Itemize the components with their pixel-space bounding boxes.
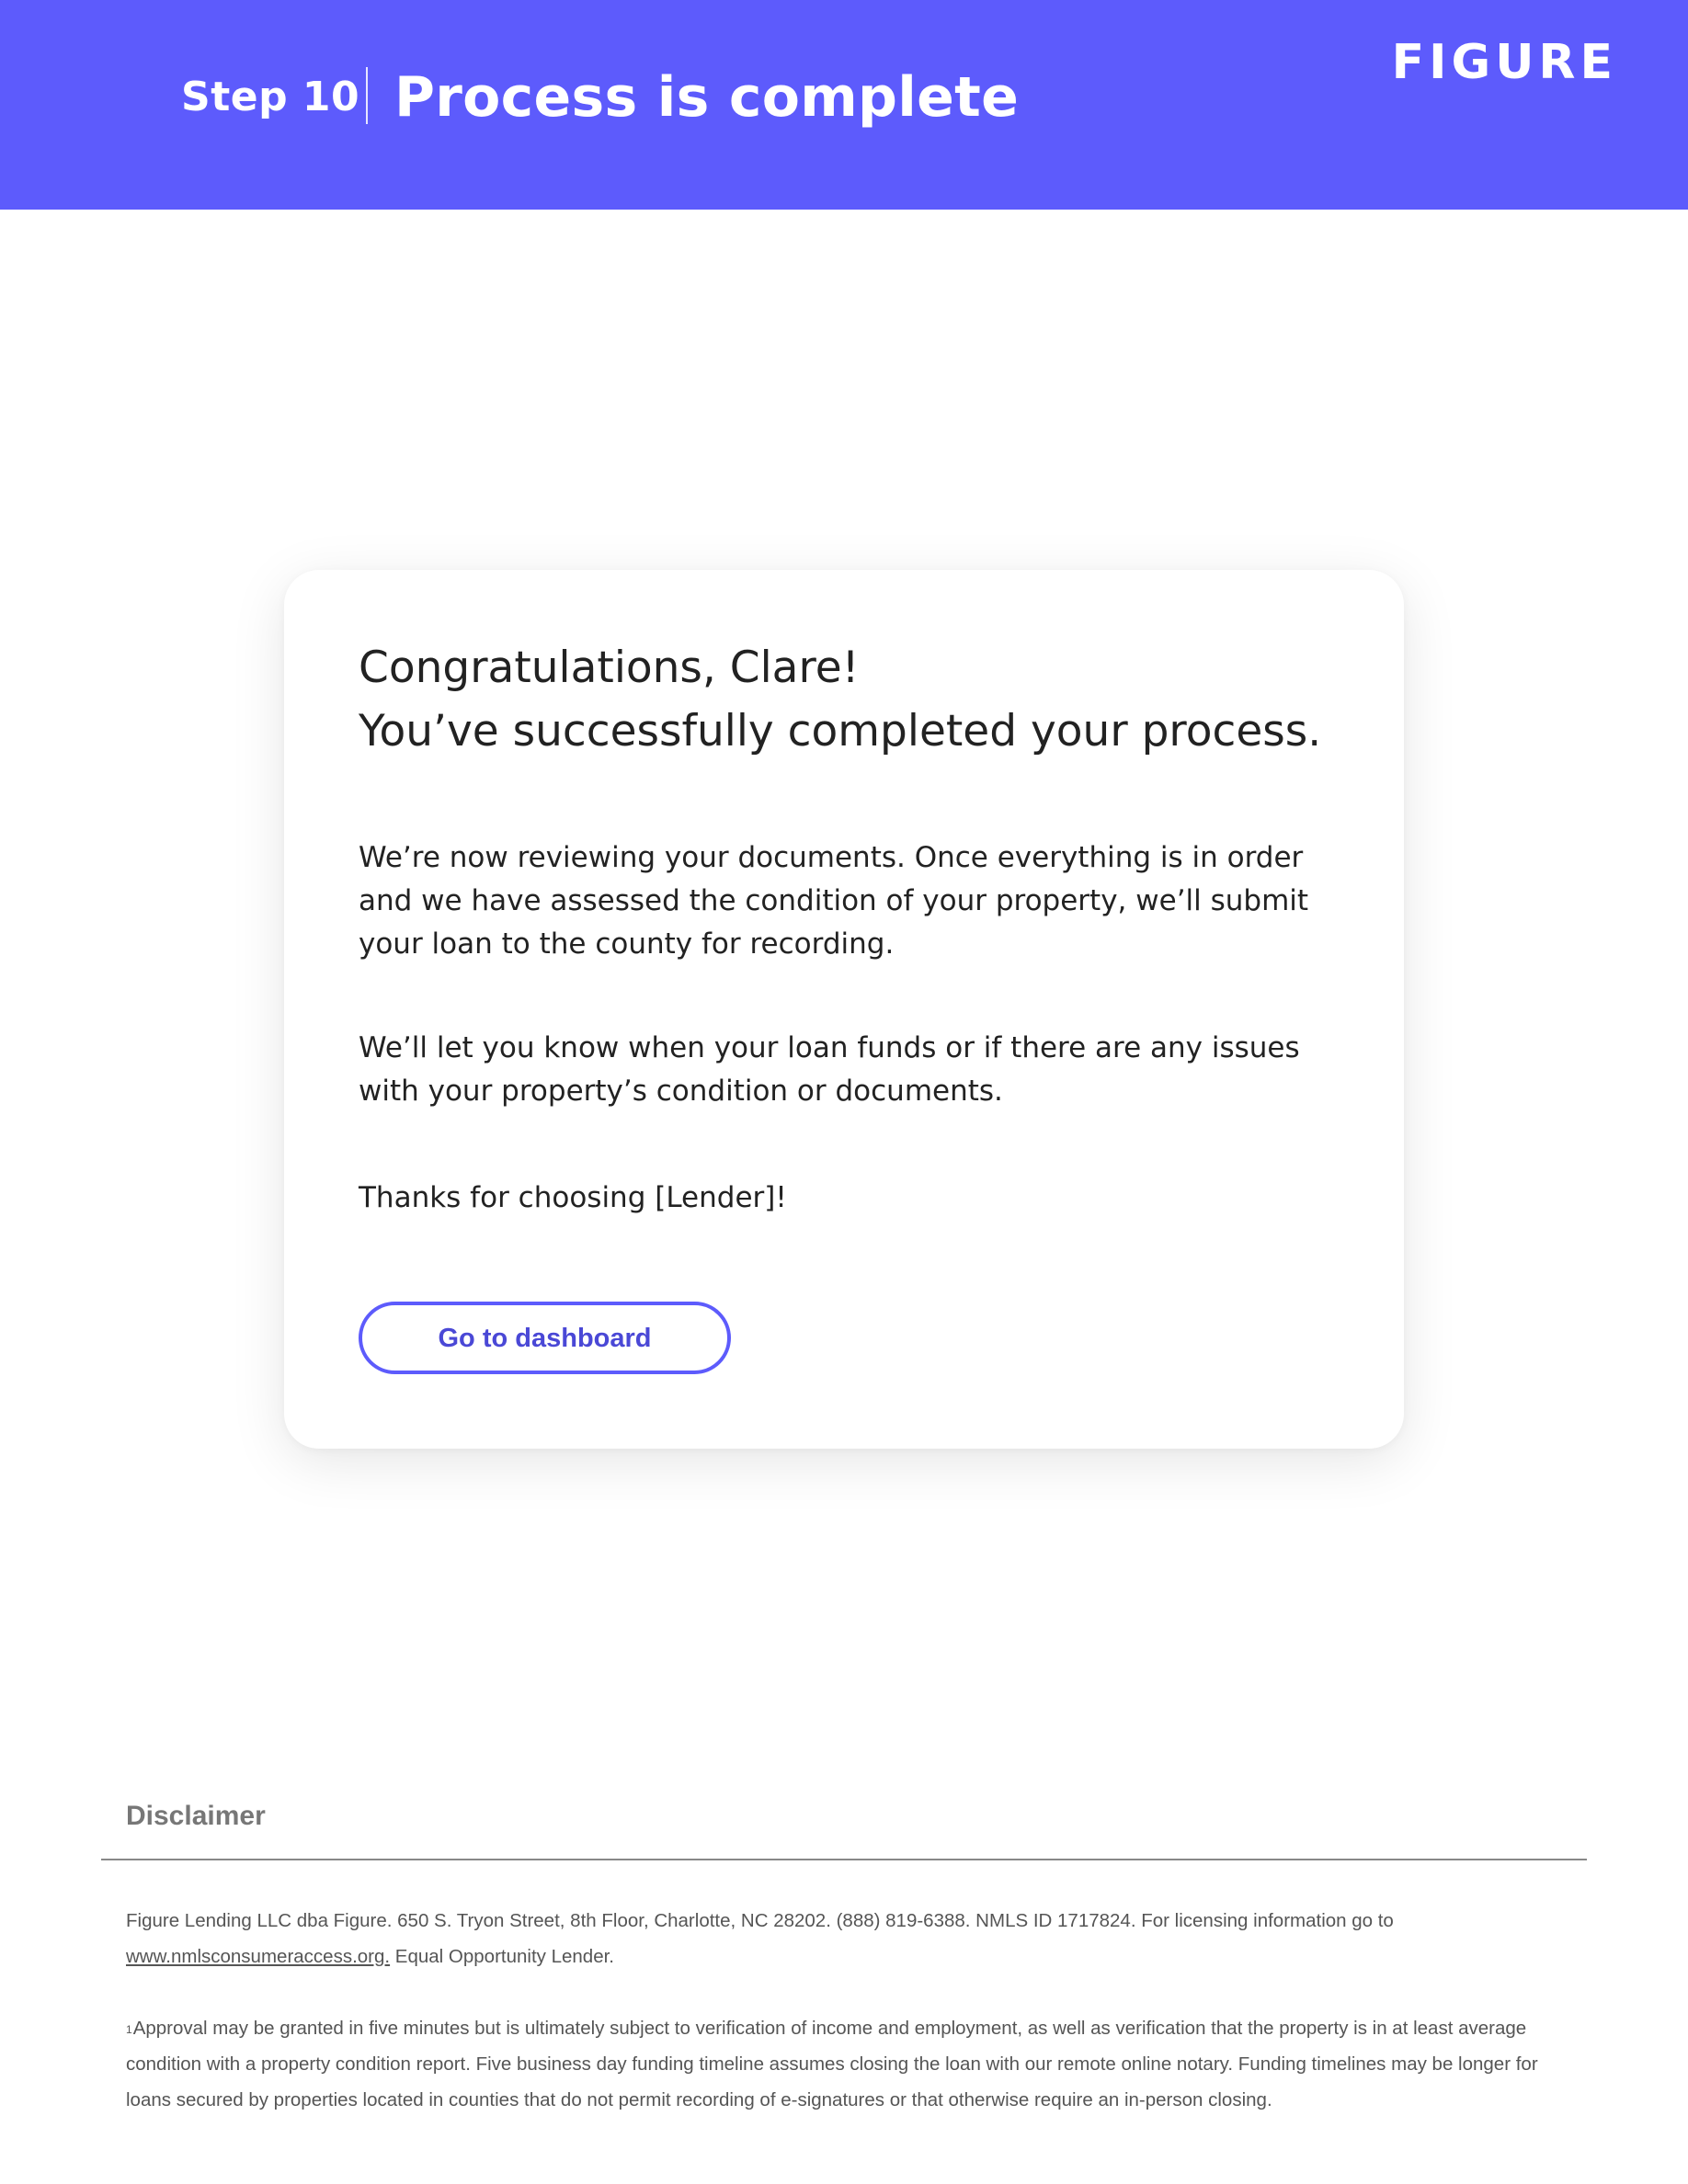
- step-label: Step 10: [181, 74, 360, 120]
- heading-greeting: Congratulations, Clare!: [359, 643, 860, 693]
- equal-opportunity-text: Equal Opportunity Lender.: [394, 1946, 614, 1967]
- licensing-body: Figure Lending LLC dba Figure. 650 S. Tryon Street, 8th Floor, Charlotte, NC 28202. (888) 819-6388. NMLS ID 1717824. For licensing information go to: [126, 1910, 1394, 1931]
- page-header: [0, 0, 1688, 210]
- footnote-text: [126, 2010, 1560, 2118]
- completion-card: [284, 570, 1404, 1449]
- heading-subtitle: You’ve successfully completed your process.: [359, 706, 1322, 756]
- footnote-marker: 1: [126, 2023, 132, 2036]
- nmls-link[interactable]: www.nmlsconsumeraccess.org.: [126, 1946, 391, 1967]
- thanks-paragraph: Thanks for choosing [Lender]!: [359, 1181, 787, 1214]
- step-divider: [366, 67, 368, 124]
- page-title: Process is complete: [394, 65, 1020, 130]
- disclaimer-divider: [101, 1859, 1587, 1860]
- card-heading: [359, 636, 1352, 763]
- go-to-dashboard-button[interactable]: Go to dashboard: [359, 1302, 731, 1374]
- disclaimer-title: Disclaimer: [126, 1801, 266, 1831]
- review-paragraph: We’re now reviewing your documents. Once everything is in order and we have assessed the condition of your property, we’ll submit your loan to the county for recording.: [359, 841, 1309, 961]
- figure-logo: FIGURE: [1391, 35, 1617, 90]
- footnote-body: Approval may be granted in five minutes but is ultimately subject to verification of income and employment, as well as verification that the property is in at least average condition with a property condition report. Five business day funding timeline assumes closing the loan with our remote online notary. Funding timelines may be longer for loans secured by properties located in counties that do not permit recording of e-signatures or that otherwise require an in-person closing.: [126, 2018, 1538, 2110]
- licensing-text: [126, 1903, 1560, 1974]
- notify-paragraph: We’ll let you know when your loan funds or if there are any issues with your property’s condition or documents.: [359, 1031, 1300, 1108]
